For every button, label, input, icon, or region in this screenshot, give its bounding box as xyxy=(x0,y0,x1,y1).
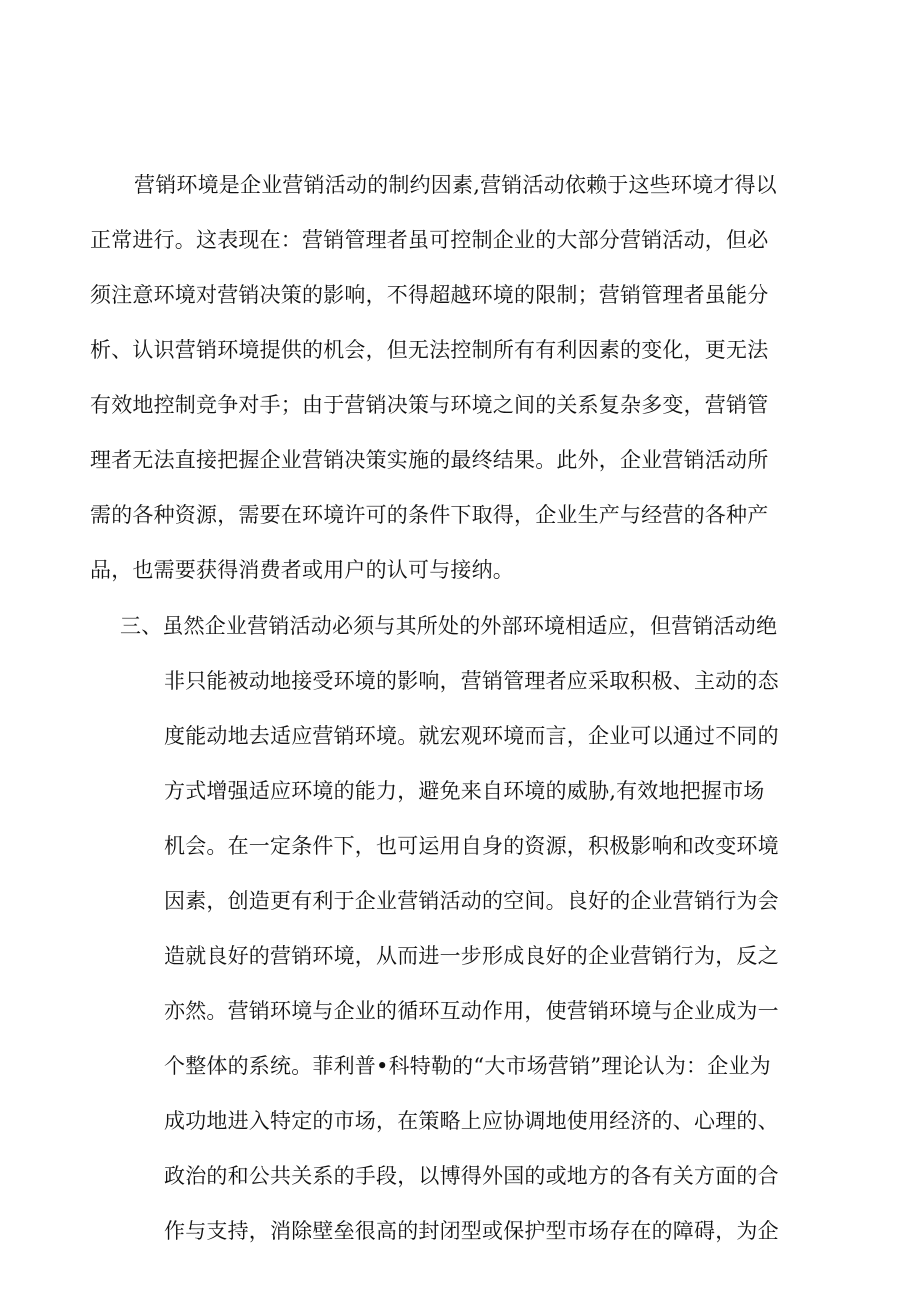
paragraph-1-line-5: 有效地控制竞争对手；由于营销决策与环境之间的关系复杂多变，营销管 xyxy=(90,393,769,417)
paragraph-1-line-4: 析、认识营销环境提供的机会，但无法控制所有有利因素的变化，更无法 xyxy=(90,338,769,362)
paragraph-2-line-12: 作与支持，消除壁垒很高的封闭型或保护型市场存在的障碍，为企 xyxy=(164,1219,779,1243)
paragraph-1-line-7: 需的各种资源，需要在环境许可的条件下取得，企业生产与经营的各种产 xyxy=(90,503,769,527)
paragraph-1-line-6: 理者无法直接把握企业营销决策实施的最终结果。此外，企业营销活动所 xyxy=(90,448,769,472)
paragraph-1-line-8: 品，也需要获得消费者或用户的认可与接纳。 xyxy=(90,558,514,582)
paragraph-2-line-7: 造就良好的营销环境，从而进一步形成良好的企业营销行为，反之 xyxy=(164,944,779,968)
paragraph-2-line-10: 成功地进入特定的市场，在策略上应协调地使用经济的、心理的、 xyxy=(164,1109,779,1133)
paragraph-2-line-9: 个整体的系统。菲利普•科特勒的“大市场营销”理论认为：企业为 xyxy=(164,1054,771,1078)
paragraph-1-line-2: 正常进行。这表现在：营销管理者虽可控制企业的大部分营销活动，但必 xyxy=(90,228,769,252)
paragraph-1-line-3: 须注意环境对营销决策的影响，不得超越环境的限制；营销管理者虽能分 xyxy=(90,283,769,307)
paragraph-2-line-1: 三、虽然企业营销活动必须与其所处的外部环境相适应，但营销活动绝 xyxy=(120,614,778,638)
paragraph-2-line-6: 因素，创造更有利于企业营销活动的空间。良好的企业营销行为会 xyxy=(164,889,779,913)
paragraph-2-line-2: 非只能被动地接受环境的影响，营销管理者应采取积极、主动的态 xyxy=(164,669,779,693)
paragraph-2-line-8: 亦然。营销环境与企业的循环互动作用，使营销环境与企业成为一 xyxy=(164,999,779,1023)
paragraph-2-line-4: 方式增强适应环境的能力，避免来自环境的威胁,有效地把握市场 xyxy=(164,779,765,803)
paragraph-1-line-1: 营销环境是企业营销活动的制约因素,营销活动依赖于这些环境才得以 xyxy=(134,173,777,197)
paragraph-2-line-11: 政治的和公共关系的手段，以博得外国的或地方的各有关方面的合 xyxy=(164,1164,779,1188)
paragraph-2-line-5: 机会。在一定条件下，也可运用自身的资源，积极影响和改变环境 xyxy=(164,834,779,858)
paragraph-2-line-3: 度能动地去适应营销环境。就宏观环境而言，企业可以通过不同的 xyxy=(164,724,779,748)
